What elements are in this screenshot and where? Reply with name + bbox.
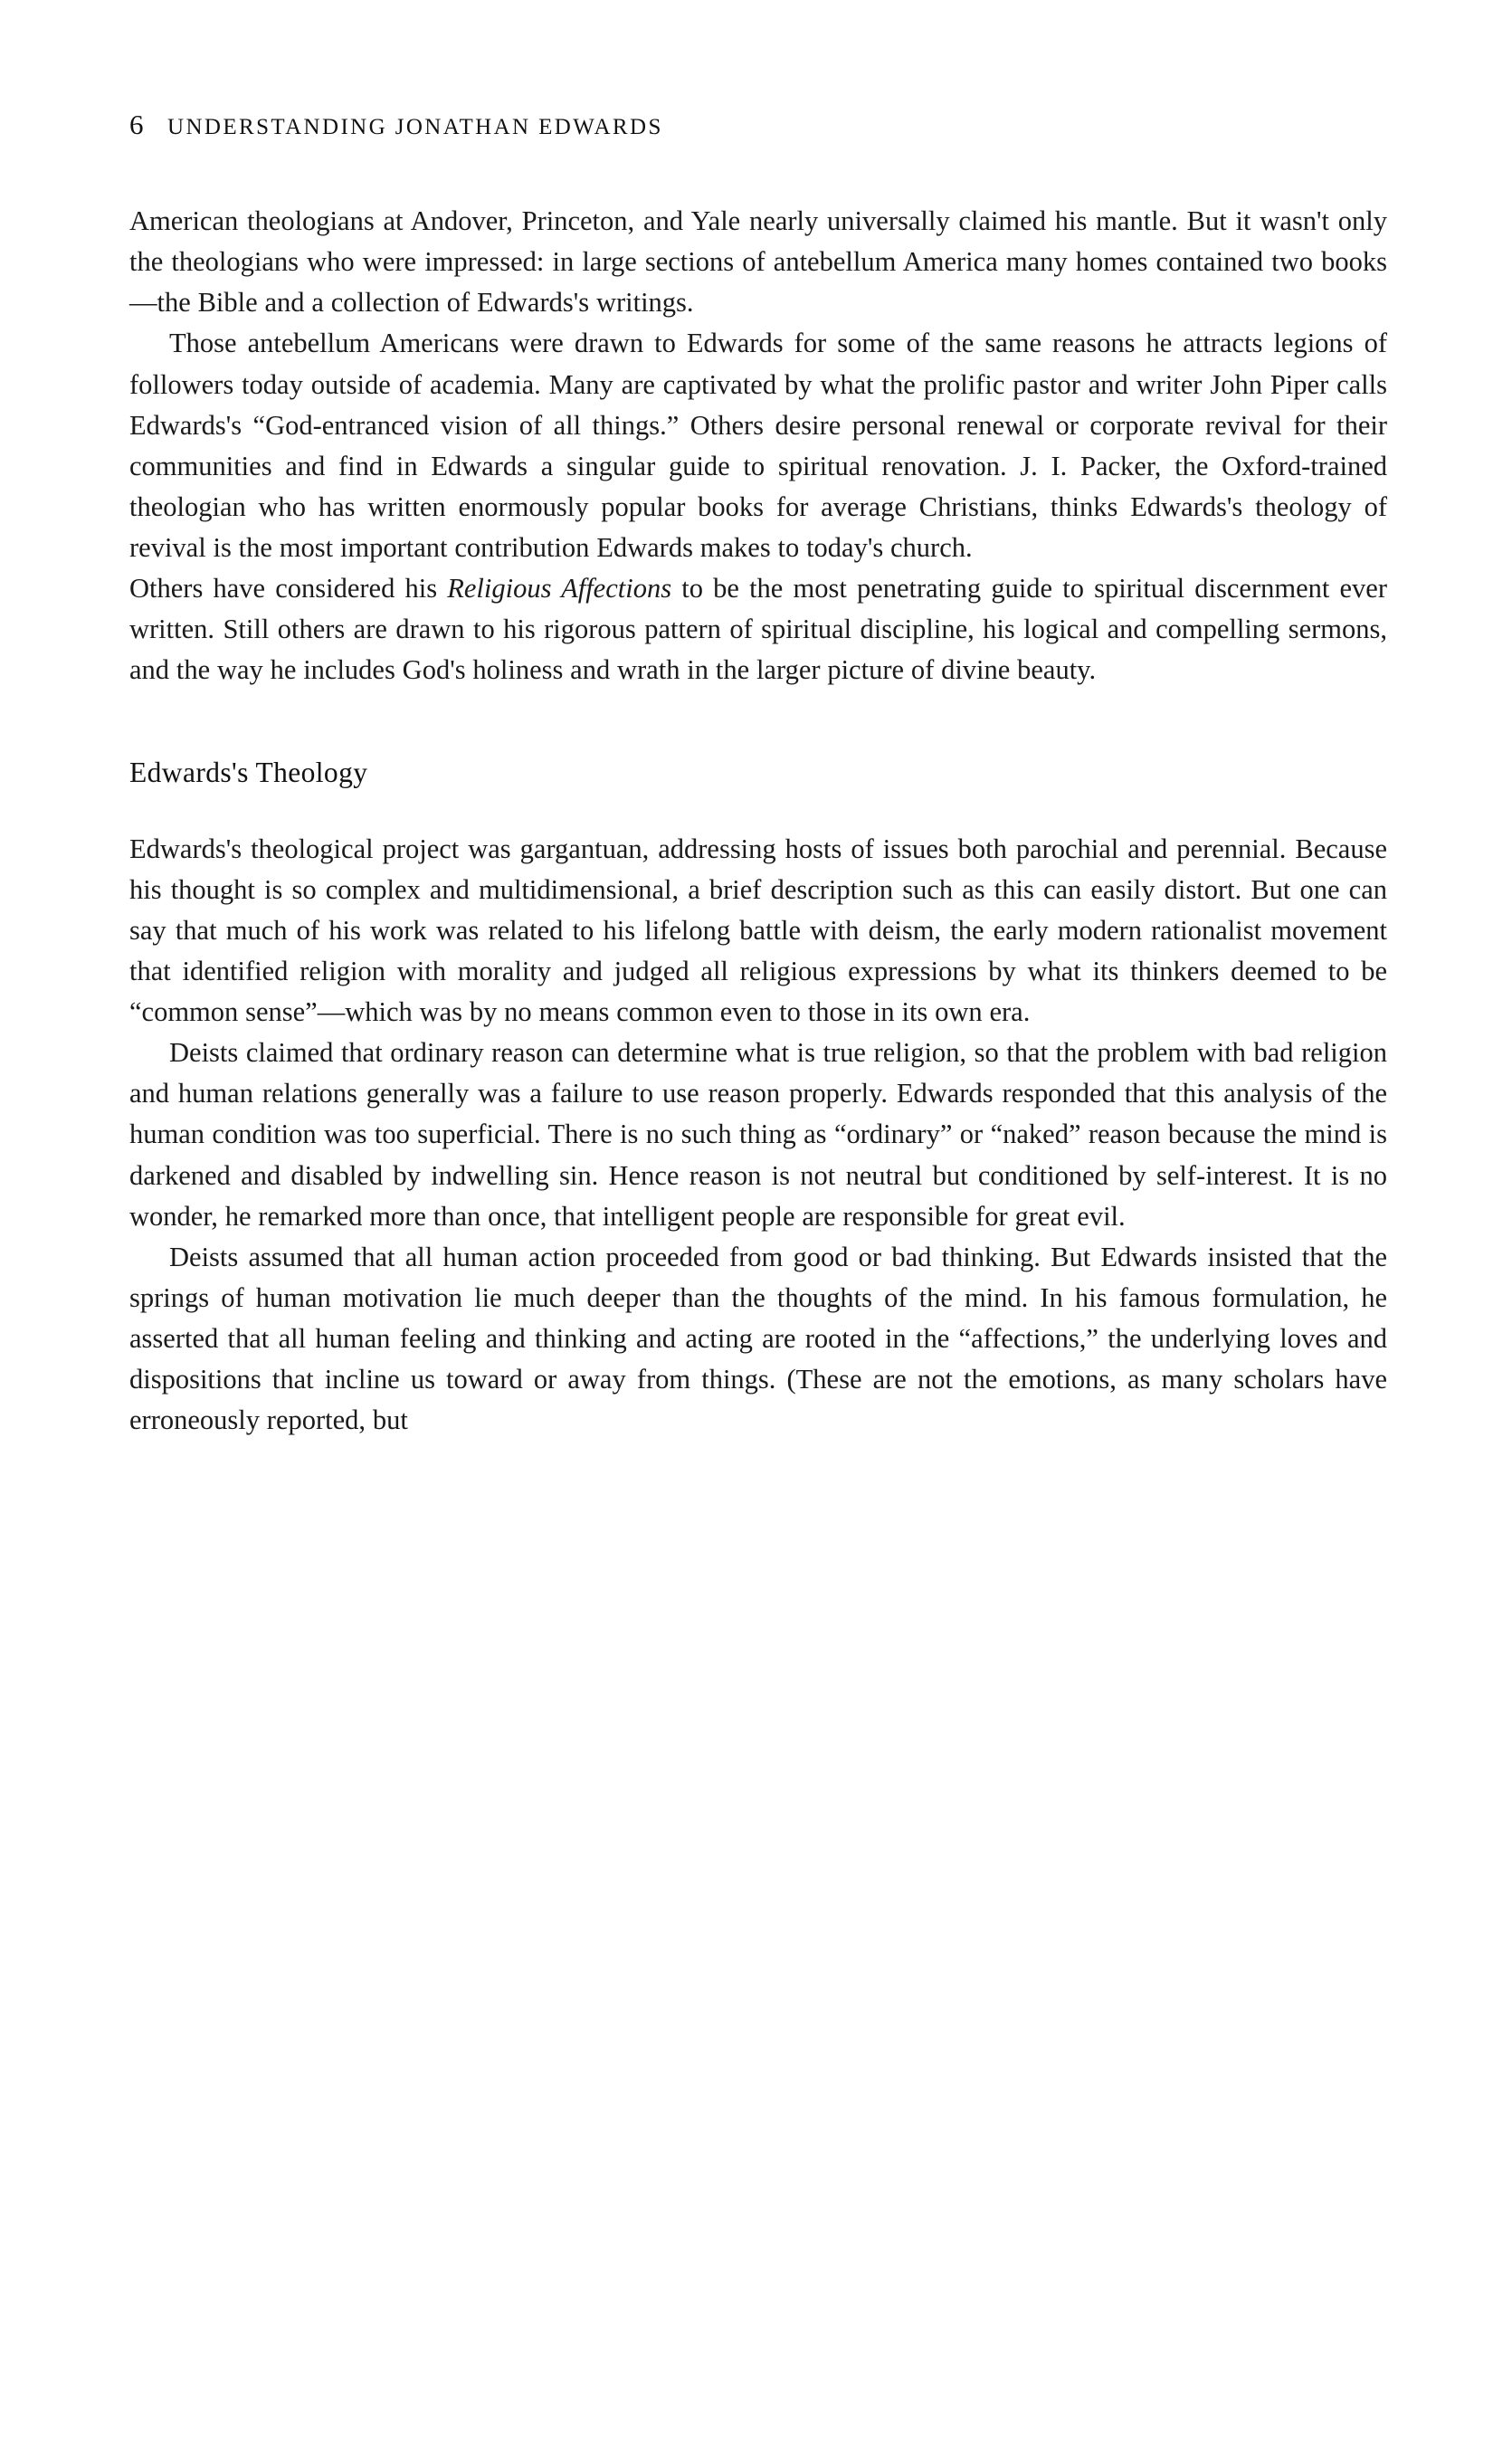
page-number: 6: [129, 109, 144, 140]
running-head: [129, 109, 1387, 141]
paragraph: American theologians at Andover, Princeton, and Yale nearly universally claimed his mantle. But it wasn't only the theologians who were impressed: in large sections of antebellum America many homes contained two books—the Bible and a collection of Edwards's writings.: [129, 205, 1387, 319]
paragraph-text-before-title: Others have considered his: [129, 573, 448, 605]
paragraph-text-after-title: to be the most penetrating guide to spiritual discernment ever written. Still others are drawn to his rigorous pattern of spiritual discipline, his logical and compelling sermons, and the way he includes God's holiness and wrath in the larger picture of divine beauty.: [129, 573, 1387, 686]
page-text-block: [129, 109, 1387, 1441]
paragraph: Deists assumed that all human action proceeded from good or bad thinking. But Edwards insisted that the springs of human motivation lie much deeper than the thoughts of the mind. In his famous formulation, he asserted that all human feeling and thinking and acting are rooted in the “affections,” the underlying loves and dispositions that incline us toward or away from things. (These are not the emotions, as many scholars have erroneously reported, but: [129, 1241, 1387, 1436]
paragraph: Deists claimed that ordinary reason can determine what is true religion, so that the problem with bad religion and human relations generally was a failure to use reason properly. Edwards responded that this analysis of the human condition was too superficial. There is no such thing as “ordinary” or “naked” reason because the mind is darkened and disabled by indwelling sin. Hence reason is not neutral but conditioned by self-interest. It is no wonder, he remarked more than once, that intelligent people are responsible for great evil.: [129, 1037, 1387, 1232]
paragraph: Edwards's theological project was gargantuan, addressing hosts of issues both parochial and perennial. Because his thought is so complex and multidimensional, a brief description such as this can easily distort. But one can say that much of his work was related to his lifelong battle with deism, the early modern rationalist movement that identified religion with morality and judged all religious expressions by what its thinkers deemed to be “common sense”—which was by no means common even to those in its own era.: [129, 833, 1387, 1027]
paragraph: Those antebellum Americans were drawn to Edwards for some of the same reasons he attracts legions of followers today outside of academia. Many are captivated by what the prolific pastor and writer John Piper calls Edwards's “God-entranced vision of all things.” Others desire personal renewal or corporate revival for their communities and find in Edwards a singular guide to spiritual renovation. J. I. Packer, the Oxford-trained theologian who has written enormously popular books for average Christians, thinks Edwards's theology of revival is the most important contribution Edwards makes to today's church.: [129, 328, 1387, 563]
running-head-title: UNDERSTANDING JONATHAN EDWARDS: [167, 115, 663, 139]
book-title-italic: Religious Affections: [447, 573, 672, 605]
section-heading: Edwards's Theology: [129, 756, 368, 788]
paragraph-with-italic-title: [129, 568, 1387, 690]
